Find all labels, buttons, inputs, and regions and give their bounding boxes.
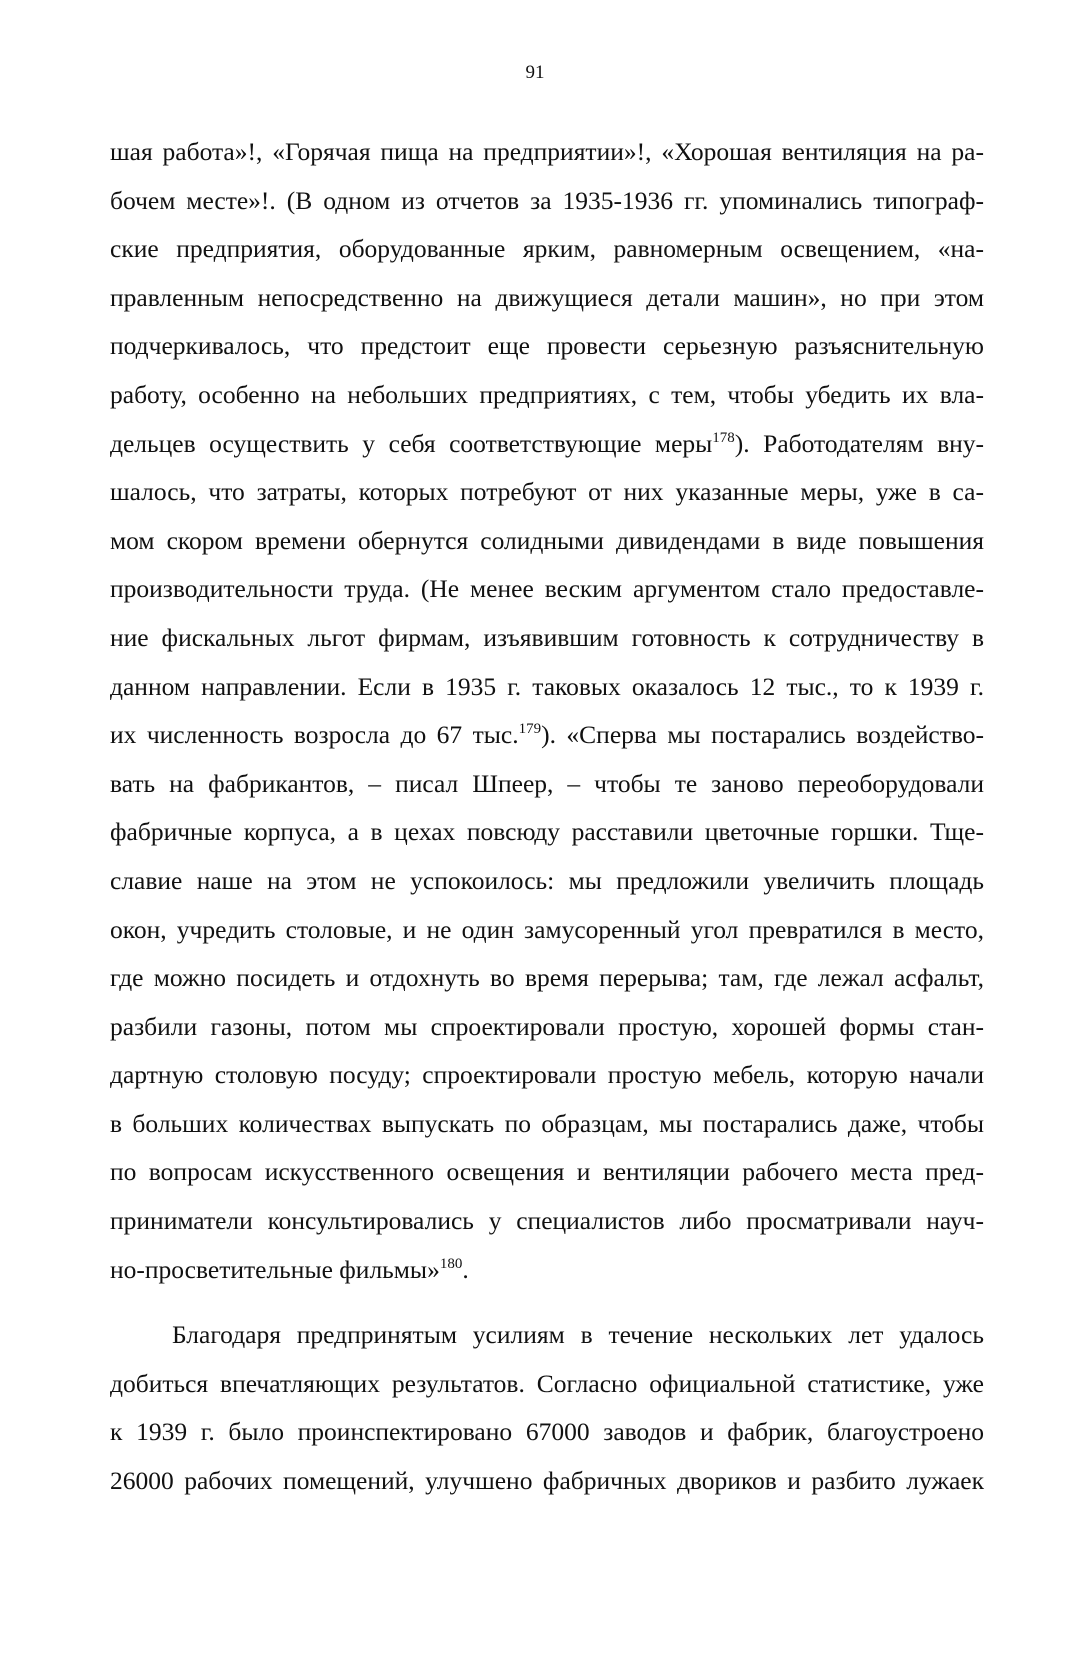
text-line [110,322,984,371]
footnote-ref: 179 [518,721,542,738]
text-line [110,1457,984,1506]
text-segment: 26000 рабочих помещений, улучшено фабричных двориков и разбито лужаек [110,1466,984,1496]
text-segment: производительности труда. (Не менее веским аргументом стало предоставле- [110,574,984,604]
text-line [110,711,984,760]
text-line [110,1246,984,1295]
text-line [110,1148,984,1197]
text-segment: фабричные корпуса, а в цехах повсюду расставили цветочные горшки. Тще- [110,817,984,847]
text-line [110,1360,984,1409]
text-line [110,128,984,177]
text-line [110,760,984,809]
text-segment: где можно посидеть и отдохнуть во время перерыва; там, где лежал асфальт, [110,963,984,993]
text-segment: . [462,1254,469,1284]
page-number: 91 [525,62,545,83]
text-line [110,614,984,663]
text-segment: славие наше на этом не успокоилось: мы предложили увеличить площадь [110,865,984,895]
paragraph-2 [110,1311,984,1505]
text-segment: вать на фабрикантов, – писал Шпеер, – чтобы те заново переоборудовали [110,768,984,798]
footnote-ref: 180 [439,1255,463,1272]
text-segment: дельцев осуществить у себя соответствующие меры [110,428,713,458]
text-segment: приниматели консультировались у специалистов либо просматривали науч- [110,1206,984,1236]
text-line [110,1100,984,1149]
text-line [110,274,984,323]
text-line [110,857,984,906]
text-line [110,1311,984,1360]
body-text [110,128,984,1506]
text-line [110,468,984,517]
text-line [110,808,984,857]
footnote-ref: 178 [712,429,735,446]
text-segment: их численность возросла до 67 тыс. [110,720,519,750]
paragraph-1 [110,128,984,1294]
text-segment: шая работа»!, «Горячая пища на предприятии»!, «Хорошая вентиляция на ра- [110,137,984,166]
text-segment: ние фискальных льгот фирмам, изъявившим готовность к сотрудничеству в [110,622,984,652]
text-segment: Благодаря предпринятым усилиям в течение нескольких лет удалось [172,1320,984,1350]
text-segment: шалось, что затраты, которых потребуют от них указанные меры, уже в са- [110,477,984,507]
paragraph-gap [110,1294,984,1311]
text-line [110,1197,984,1246]
text-segment: ). «Сперва мы постарались воздейство- [541,720,984,750]
text-line [110,1408,984,1457]
text-segment: к 1939 г. было проинспектировано 67000 заводов и фабрик, благоустроено [110,1417,984,1447]
text-segment: работу, особенно на небольших предприятиях, с тем, чтобы убедить их вла- [110,379,984,409]
text-line [110,420,984,469]
text-segment: дартную столовую посуду; спроектировали простую мебель, которую начали [110,1060,984,1090]
text-line [110,565,984,614]
text-segment: но-просветительные фильмы» [110,1254,440,1284]
text-line [110,906,984,955]
text-segment: ). Работодателям вну- [734,428,984,458]
text-segment: по вопросам искусственного освещения и вентиляции рабочего места пред- [110,1157,984,1187]
text-segment: данном направлении. Если в 1935 г. таковых оказалось 12 тыс., то к 1939 г. [110,671,984,701]
text-line [110,225,984,274]
text-line [110,1051,984,1100]
text-segment: правленным непосредственно на движущиеся детали машин», но при этом [110,282,984,312]
text-line [110,663,984,712]
text-segment: добиться впечатляющих результатов. Согласно официальной статистике, уже [110,1368,984,1398]
text-line [110,517,984,566]
text-line [110,1003,984,1052]
text-segment: в больших количествах выпускать по образцам, мы постарались даже, чтобы [110,1108,984,1138]
text-line [110,954,984,1003]
text-segment: бочем месте»!. (В одном из отчетов за 1935-1936 гг. упоминались типограф- [110,185,984,215]
text-segment: разбили газоны, потом мы спроектировали простую, хорошей формы стан- [110,1011,984,1041]
text-segment: подчеркивалось, что предстоит еще провести серьезную разъяснительную [110,331,984,361]
text-segment: ские предприятия, оборудованные ярким, равномерным освещением, «на- [110,234,984,264]
text-line [110,371,984,420]
text-segment: окон, учредить столовые, и не один замусоренный угол превратился в место, [110,914,984,944]
text-segment: мом скором времени обернутся солидными дивидендами в виде повышения [110,525,984,555]
text-line [110,177,984,226]
